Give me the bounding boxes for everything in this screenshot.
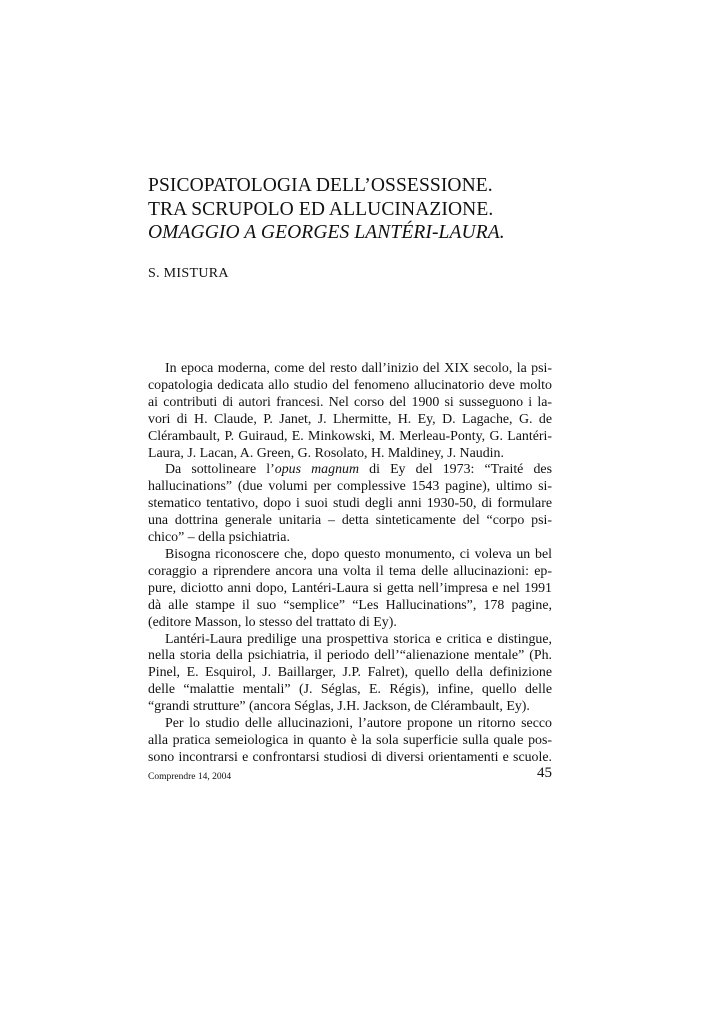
text-line: copatologia dedicata allo studio del fenomeno allucinatorio deve molto — [148, 377, 552, 393]
text-line: coraggio a riprendere ancora una volta il tema delle allucinazioni: ep- — [148, 563, 552, 579]
text-line: Pinel, E. Esquirol, J. Baillarger, J.P. Falret), quello della definizione — [148, 665, 552, 681]
article-body — [148, 361, 552, 767]
text-line: stematico tentativo, dopo i suoi studi degli anni 1930-50, di formulare — [148, 496, 552, 512]
text-line: Clérambault, P. Guiraud, E. Minkowski, M. Merleau-Ponty, G. Lantéri- — [148, 428, 552, 444]
page-number: 45 — [537, 765, 552, 781]
text-line: “grandi strutture” (ancora Séglas, J.H. Jackson, de Clérambault, Ey). — [148, 699, 530, 715]
text-run: Da sottolineare l’ — [165, 462, 275, 478]
text-line: Bisogna riconoscere che, dopo questo monumento, ci voleva un bel — [165, 546, 552, 562]
text-line: nella storia della psichiatria, il periodo dell’“alienazione mentale” (Ph. — [148, 648, 552, 664]
text-line: vori di H. Claude, P. Janet, J. Lhermitte, H. Ey, D. Lagache, G. de — [148, 411, 552, 427]
text-run: di Ey del 1973: “Traité des — [359, 462, 553, 478]
text-line — [148, 462, 552, 479]
title-line-3: OMAGGIO A GEORGES LANTÉRI-LAURA. — [148, 222, 505, 243]
text-line: (editore Masson, lo stesso del trattato di Ey). — [148, 614, 397, 630]
text-line: In epoca moderna, come del resto dall’inizio del XIX secolo, la psi- — [165, 361, 552, 376]
text-line: delle “malattie mentali” (J. Séglas, E. Régis), infine, quello delle — [148, 682, 552, 698]
text-line: Lantéri-Laura predilige una prospettiva storica e critica e distingue, — [165, 631, 552, 647]
text-line: Laura, J. Lacan, A. Green, G. Rosolato, H. Maldiney, J. Naudin. — [148, 445, 504, 461]
title-line-1: PSICOPATOLOGIA DELL’OSSESSIONE. — [148, 175, 493, 196]
text-line: sono incontrarsi e confrontarsi studiosi di diversi orientamenti e scuole. — [148, 749, 552, 765]
article-title — [148, 174, 578, 245]
paragraph-4 — [148, 632, 552, 717]
paragraph-2 — [148, 462, 552, 547]
text-line: una dottrina generale unitaria – detta sinteticamente del “corpo psi- — [148, 513, 552, 529]
paragraph-1 — [148, 361, 552, 462]
paragraph-3 — [148, 547, 552, 632]
text-line: dà alle stampe il suo “semplice” “Les Hallucinations”, 178 pagine, — [148, 597, 552, 613]
text-line: hallucinations” (due volumi per complessive 1543 pagine), ultimo si- — [148, 479, 552, 495]
italic-title-run: opus magnum — [274, 462, 359, 478]
author-name: S. MISTURA — [148, 266, 229, 281]
title-line-2: TRA SCRUPOLO ED ALLUCINAZIONE. — [148, 198, 494, 220]
text-line: ai contributi di autori francesi. Nel corso del 1900 si susseguono i la- — [148, 394, 552, 410]
text-line: pure, diciotto anni dopo, Lantéri-Laura si getta nell’impresa e nel 1991 — [148, 580, 552, 596]
paragraph-5 — [148, 716, 552, 767]
text-line: Per lo studio delle allucinazioni, l’autore propone un ritorno secco — [165, 716, 552, 732]
text-line: chico” – della psichiatria. — [148, 530, 290, 546]
journal-citation: Comprendre 14, 2004 — [148, 772, 232, 782]
text-line: alla pratica semeiologica in quanto è la sola superficie sulla quale pos- — [148, 732, 552, 748]
